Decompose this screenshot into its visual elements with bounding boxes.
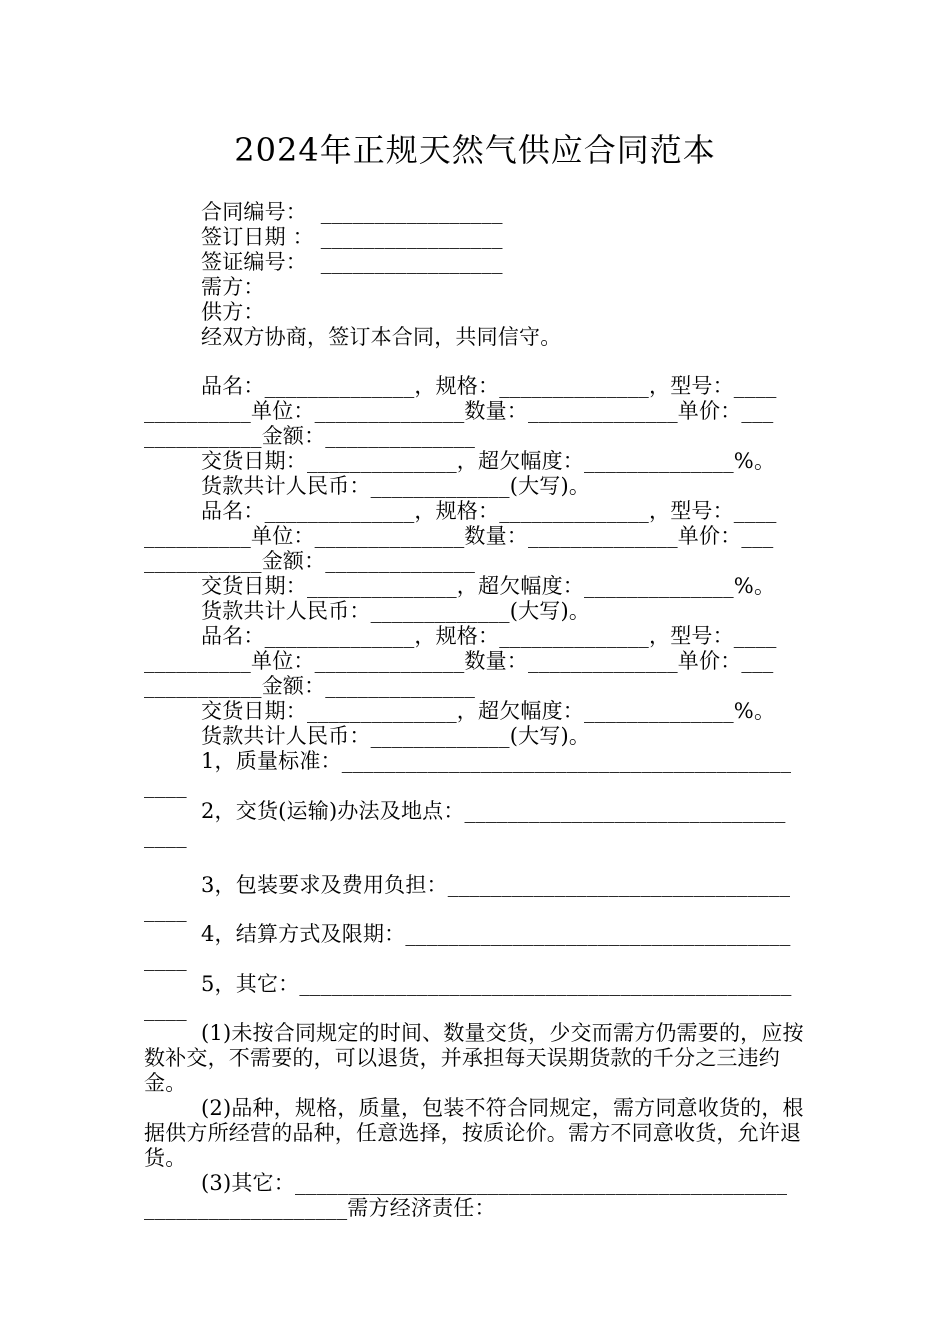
sign-date-line: 签订日期 ： _________________ — [201, 225, 503, 249]
document-title: 2024年正规天然气供应合同范本 — [234, 131, 716, 169]
item-unit-line: __________单位：______________数量：______________单价：___ — [144, 399, 774, 423]
paragraph-late-delivery: (1)未按合同规定的时间、数量交货，少交而需方仍需要的，应按数补交，不需要的，可以退货，并承担每天误期货款的千分之三违约金。 — [144, 1021, 804, 1095]
clause-packaging: 3，包装要求及费用负担：________________________________ — [201, 873, 791, 897]
item-delivery-line: 交货日期：______________，超欠幅度：______________%。 — [201, 449, 776, 473]
item-payment-line: 货款共计人民币：_____________(大写)。 — [201, 599, 591, 623]
intro-line: 经双方协商，签订本合同，共同信守。 — [201, 325, 562, 349]
clause-tail-underline: ____ — [144, 824, 187, 848]
item-product-line: 品名：______________，规格：______________，型号：____ — [201, 374, 777, 398]
buyer-liability-line: ___________________需方经济责任： — [144, 1196, 496, 1220]
contract-number-line: 合同编号： _________________ — [201, 200, 503, 224]
item-amount-line: ___________金额：______________ — [144, 424, 476, 448]
visa-number-line: 签证编号： _________________ — [201, 250, 503, 274]
paragraph-nonconforming-goods: (2)品种，规格，质量，包装不符合同规定，需方同意收货的，根据供方所经营的品种，任意选择，按质论价。需方不同意收货，允许退货。 — [144, 1096, 804, 1170]
item-delivery-line: 交货日期：______________，超欠幅度：______________%。 — [201, 574, 776, 598]
item-unit-line: __________单位：______________数量：______________单价：___ — [144, 649, 774, 673]
clause-quality-standard: 1，质量标准：__________________________________________ — [201, 749, 792, 773]
clause-tail-underline: ____ — [144, 898, 187, 922]
clause-delivery-method: 2，交货(运输)办法及地点：______________________________ — [201, 799, 786, 823]
item-amount-line: ___________金额：______________ — [144, 674, 476, 698]
clause-tail-underline: ____ — [144, 947, 187, 971]
clause-other: 5，其它：______________________________________________ — [201, 972, 792, 996]
supplier-line: 供方： — [201, 300, 265, 324]
clause-settlement: 4，结算方式及限期：____________________________________ — [201, 922, 791, 946]
item-payment-line: 货款共计人民币：_____________(大写)。 — [201, 474, 591, 498]
item-amount-line: ___________金额：______________ — [144, 549, 476, 573]
item-product-line: 品名：______________，规格：______________，型号：____ — [201, 624, 777, 648]
clause-tail-underline: ____ — [144, 997, 187, 1021]
clause-tail-underline: ____ — [144, 774, 187, 798]
paragraph-other: (3)其它：______________________________________________ — [201, 1171, 788, 1195]
item-unit-line: __________单位：______________数量：______________单价：___ — [144, 524, 774, 548]
item-payment-line: 货款共计人民币：_____________(大写)。 — [201, 724, 591, 748]
item-product-line: 品名：______________，规格：______________，型号：____ — [201, 499, 777, 523]
item-delivery-line: 交货日期：______________，超欠幅度：______________%。 — [201, 699, 776, 723]
buyer-line: 需方： — [201, 275, 265, 299]
